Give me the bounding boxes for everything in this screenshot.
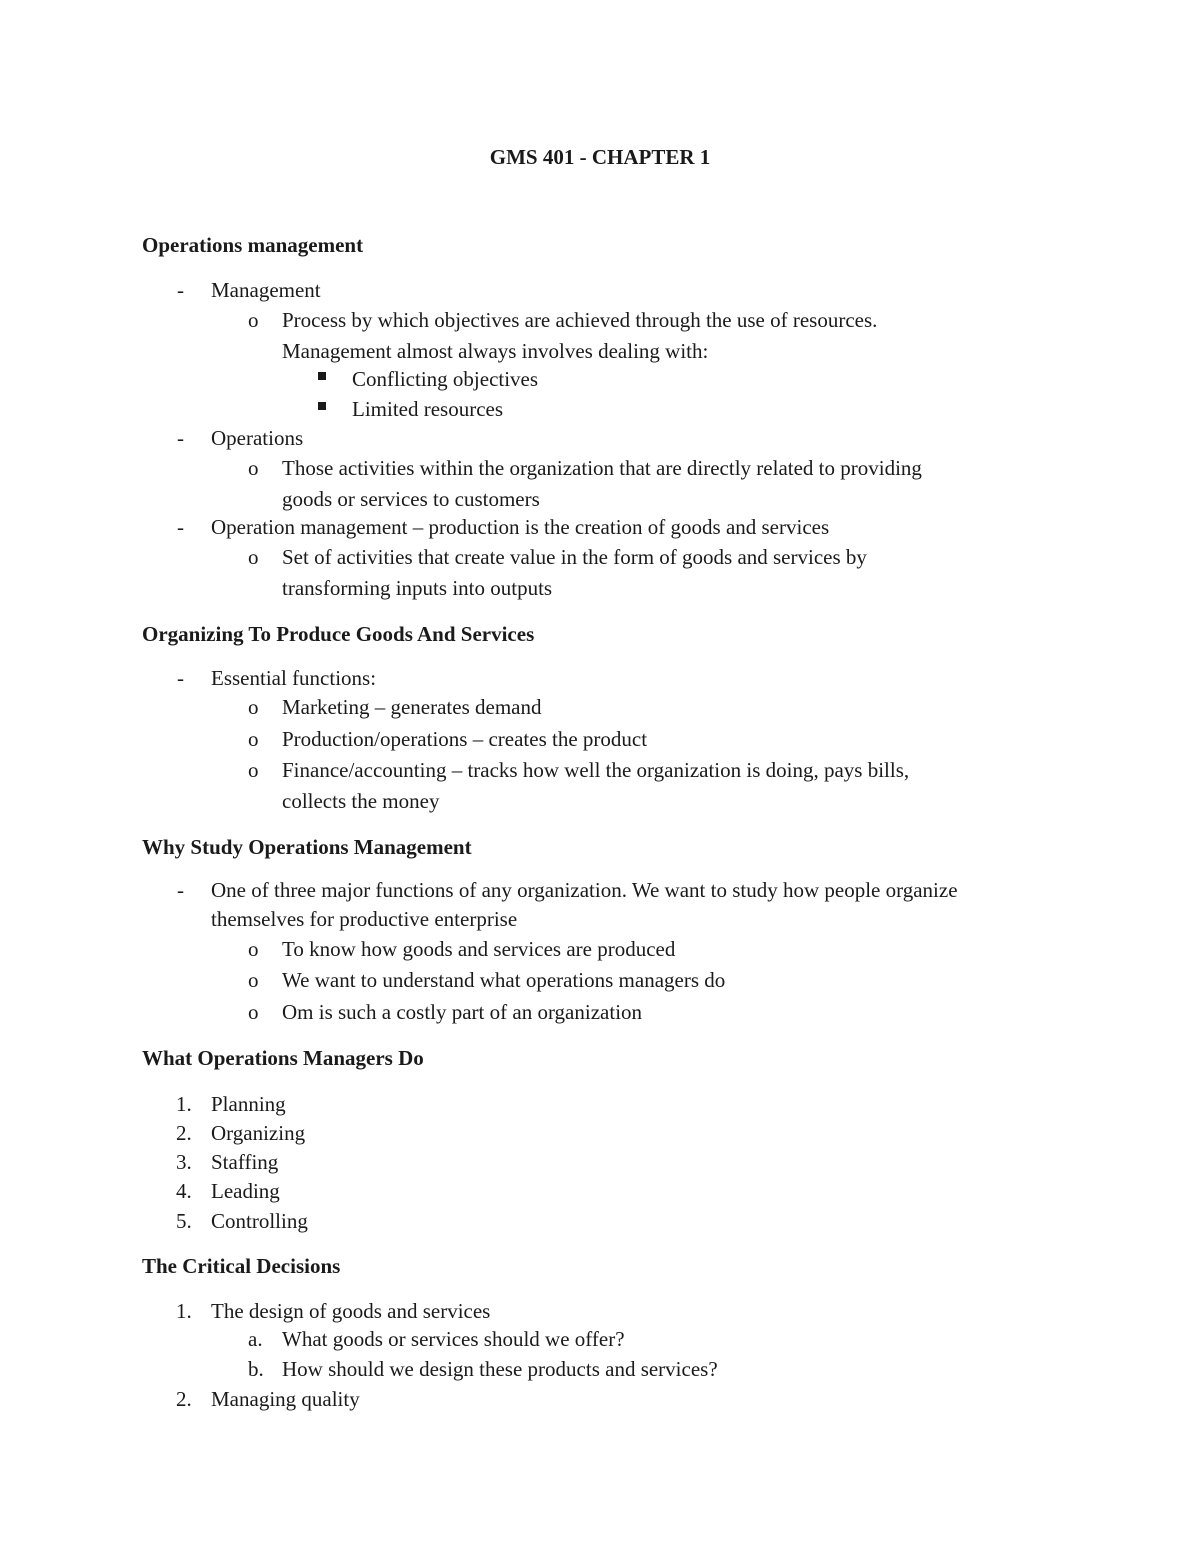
list-item: Those activities within the organization that are directly related to providing	[282, 456, 922, 480]
list-item: We want to understand what operations managers do	[282, 968, 726, 992]
list-number: 2.	[176, 1121, 192, 1145]
list-item: Leading	[211, 1179, 280, 1203]
section-heading-why-study: Why Study Operations Management	[142, 835, 472, 859]
list-item: Essential functions:	[211, 666, 377, 690]
circle-bullet: o	[248, 727, 259, 751]
list-item: Management	[211, 278, 321, 302]
list-item: What goods or services should we offer?	[282, 1327, 625, 1351]
section-heading-what-managers-do: What Operations Managers Do	[142, 1046, 424, 1070]
circle-bullet: o	[248, 758, 259, 782]
list-item: Set of activities that create value in the form of goods and services by	[282, 545, 867, 569]
dash-bullet: -	[177, 426, 184, 450]
document-title: GMS 401 - CHAPTER 1	[489, 145, 711, 169]
list-number: 1.	[176, 1092, 192, 1116]
list-item-continuation: transforming inputs into outputs	[282, 576, 553, 600]
section-heading-critical-decisions: The Critical Decisions	[142, 1254, 341, 1278]
list-item-continuation: collects the money	[282, 789, 440, 813]
list-number: 3.	[176, 1150, 192, 1174]
list-item: Organizing	[211, 1121, 306, 1145]
list-item: Marketing – generates demand	[282, 695, 542, 719]
list-letter: a.	[248, 1327, 263, 1351]
list-number: 5.	[176, 1209, 192, 1233]
list-item: Controlling	[211, 1209, 308, 1233]
list-number: 2.	[176, 1387, 192, 1411]
circle-bullet: o	[248, 937, 259, 961]
list-item: Finance/accounting – tracks how well the organization is doing, pays bills,	[282, 758, 910, 782]
circle-bullet: o	[248, 1000, 259, 1024]
list-item: Conflicting objectives	[352, 367, 539, 391]
circle-bullet: o	[248, 968, 259, 992]
dash-bullet: -	[177, 666, 184, 690]
list-item-continuation: goods or services to customers	[282, 487, 540, 511]
section-heading-operations-management: Operations management	[142, 233, 364, 257]
circle-bullet: o	[248, 695, 259, 719]
list-item: Managing quality	[211, 1387, 360, 1411]
list-item-continuation: themselves for productive enterprise	[211, 907, 518, 931]
list-item: Om is such a costly part of an organization	[282, 1000, 643, 1024]
list-item: To know how goods and services are produced	[282, 937, 676, 961]
dash-bullet: -	[177, 515, 184, 539]
list-number: 1.	[176, 1299, 192, 1323]
circle-bullet: o	[248, 545, 259, 569]
list-number: 4.	[176, 1179, 192, 1203]
square-bullet-icon	[318, 372, 326, 380]
list-letter: b.	[248, 1357, 264, 1381]
dash-bullet: -	[177, 878, 184, 902]
circle-bullet: o	[248, 308, 259, 332]
list-item: Process by which objectives are achieved through the use of resources.	[282, 308, 878, 332]
list-item: Planning	[211, 1092, 286, 1116]
list-item: Limited resources	[352, 397, 504, 421]
list-item: Staffing	[211, 1150, 279, 1174]
list-item: Production/operations – creates the product	[282, 727, 648, 751]
list-item: Operation management – production is the creation of goods and services	[211, 515, 830, 539]
section-heading-organizing: Organizing To Produce Goods And Services	[142, 622, 535, 646]
dash-bullet: -	[177, 278, 184, 302]
list-item-continuation: Management almost always involves dealing with:	[282, 339, 709, 363]
square-bullet-icon	[318, 402, 326, 410]
list-item: One of three major functions of any organization. We want to study how people organize	[211, 878, 958, 902]
circle-bullet: o	[248, 456, 259, 480]
list-item: Operations	[211, 426, 304, 450]
list-item: The design of goods and services	[211, 1299, 491, 1323]
list-item: How should we design these products and services?	[282, 1357, 718, 1381]
